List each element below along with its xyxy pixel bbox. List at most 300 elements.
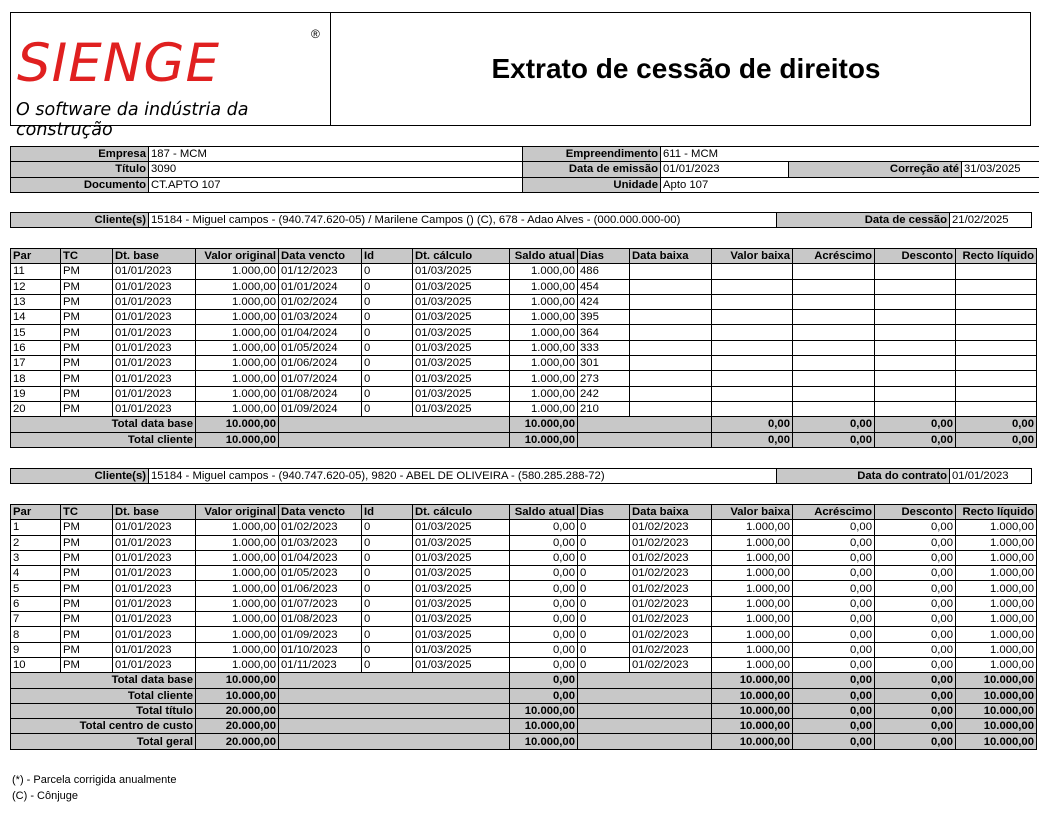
table-cell: 01/02/2023 xyxy=(630,657,712,672)
total-label: Total cliente xyxy=(11,688,196,703)
table-cell: PM xyxy=(61,264,113,279)
table-cell: 0,00 xyxy=(793,581,875,596)
total-row xyxy=(11,703,1037,718)
table-header-row xyxy=(11,505,1037,520)
table-cell: 01/03/2025 xyxy=(413,325,510,340)
table-cell: 1.000,00 xyxy=(510,294,578,309)
report-header xyxy=(10,10,1031,140)
table-cell: 0 xyxy=(362,386,413,401)
column-header: Id xyxy=(362,505,413,520)
column-header: Desconto xyxy=(875,249,956,264)
table-cell: 01/03/2025 xyxy=(413,612,510,627)
table-row xyxy=(11,642,1037,657)
table-cell xyxy=(712,340,793,355)
total-spacer xyxy=(578,703,712,718)
table-cell: 1 xyxy=(11,520,61,535)
table-cell xyxy=(956,325,1037,340)
table-cell xyxy=(956,356,1037,371)
table-cell: 01/07/2024 xyxy=(279,371,362,386)
table-cell: 01/03/2025 xyxy=(413,550,510,565)
column-header: Dias xyxy=(578,505,630,520)
table-cell: 1.000,00 xyxy=(712,535,793,550)
table-cell: 1.000,00 xyxy=(712,612,793,627)
table-cell: 01/01/2023 xyxy=(113,401,196,416)
table-cell: PM xyxy=(61,550,113,565)
table-cell: 1.000,00 xyxy=(196,310,279,325)
table-cell: 01/01/2023 xyxy=(113,279,196,294)
table-cell: 4 xyxy=(11,566,61,581)
total-recto-liquido: 10.000,00 xyxy=(956,673,1037,688)
total-row xyxy=(11,432,1037,447)
total-row xyxy=(11,673,1037,688)
table-cell: 16 xyxy=(11,340,61,355)
table-cell: 01/01/2023 xyxy=(113,627,196,642)
column-header: Valor original xyxy=(196,505,279,520)
table-cell: PM xyxy=(61,310,113,325)
table-cell: 01/01/2023 xyxy=(113,294,196,309)
table-cell: 0,00 xyxy=(875,612,956,627)
table-cell: 1.000,00 xyxy=(712,627,793,642)
table-row xyxy=(11,627,1037,642)
total-saldo-atual: 10.000,00 xyxy=(510,719,578,734)
clientes-label: Cliente(s) xyxy=(11,469,149,484)
table-cell: 0,00 xyxy=(793,627,875,642)
total-spacer xyxy=(578,719,712,734)
total-spacer xyxy=(578,688,712,703)
table-cell: 01/02/2023 xyxy=(630,581,712,596)
table-cell: 0,00 xyxy=(793,642,875,657)
table-cell: 01/03/2025 xyxy=(413,294,510,309)
logo-registered-mark: ® xyxy=(311,27,320,41)
total-valor-original: 10.000,00 xyxy=(196,417,279,432)
clientes-value: 15184 - Miguel campos - (940.747.620-05), 9820 - ABEL DE OLIVEIRA - (580.285.288-72) xyxy=(149,469,777,484)
table-cell xyxy=(793,340,875,355)
table-cell: 01/04/2024 xyxy=(279,325,362,340)
table-cell: 0,00 xyxy=(793,550,875,565)
table-cell: 0 xyxy=(578,596,630,611)
table-cell: 01/12/2023 xyxy=(279,264,362,279)
table-cell: 1.000,00 xyxy=(196,279,279,294)
table-cell: 0,00 xyxy=(793,566,875,581)
table-cell: 0,00 xyxy=(875,596,956,611)
table-row xyxy=(11,340,1037,355)
section1-client-table xyxy=(10,212,1032,228)
table-cell: 242 xyxy=(578,386,630,401)
table-cell xyxy=(956,294,1037,309)
table-cell: 1.000,00 xyxy=(196,657,279,672)
table-cell: 454 xyxy=(578,279,630,294)
table-cell: 0,00 xyxy=(875,657,956,672)
table-cell xyxy=(712,356,793,371)
table-cell: 01/03/2025 xyxy=(413,657,510,672)
table-row xyxy=(11,596,1037,611)
table-cell: 01/06/2023 xyxy=(279,581,362,596)
table-cell xyxy=(875,386,956,401)
column-header: TC xyxy=(61,249,113,264)
total-saldo-atual: 10.000,00 xyxy=(510,703,578,718)
table-cell: 01/05/2024 xyxy=(279,340,362,355)
table-cell: 301 xyxy=(578,356,630,371)
data-contrato-label: Data do contrato xyxy=(777,469,950,484)
table-cell: 01/01/2023 xyxy=(113,642,196,657)
table-cell: 01/03/2025 xyxy=(413,356,510,371)
data-emissao-label: Data de emissão xyxy=(523,162,661,177)
table-cell: 0 xyxy=(362,657,413,672)
table-cell: 1.000,00 xyxy=(196,340,279,355)
table-cell: 9 xyxy=(11,642,61,657)
table-cell xyxy=(875,310,956,325)
table-cell: 0 xyxy=(578,642,630,657)
footnote-parcela: (*) - Parcela corrigida anualmente xyxy=(12,774,177,786)
table-cell: 0 xyxy=(362,627,413,642)
table-cell: 1.000,00 xyxy=(956,566,1037,581)
total-acrescimo: 0,00 xyxy=(793,432,875,447)
column-header: Dt. base xyxy=(113,505,196,520)
total-saldo-atual: 10.000,00 xyxy=(510,417,578,432)
table-cell xyxy=(793,356,875,371)
table-cell: 01/03/2025 xyxy=(413,566,510,581)
total-saldo-atual: 10.000,00 xyxy=(510,734,578,749)
table-cell: PM xyxy=(61,325,113,340)
table-row xyxy=(11,386,1037,401)
table-row xyxy=(11,264,1037,279)
table-cell: 0,00 xyxy=(510,596,578,611)
table-cell: 01/02/2023 xyxy=(630,535,712,550)
table-cell: 0,00 xyxy=(875,535,956,550)
table-cell: 15 xyxy=(11,325,61,340)
data-cessao-value: 21/02/2025 xyxy=(950,213,1032,228)
table-cell: 0 xyxy=(578,612,630,627)
table-cell: 1.000,00 xyxy=(712,550,793,565)
total-desconto: 0,00 xyxy=(875,673,956,688)
total-valor-baixa: 0,00 xyxy=(712,417,793,432)
table-cell: 0,00 xyxy=(875,642,956,657)
total-spacer xyxy=(279,734,510,749)
table-cell: 8 xyxy=(11,627,61,642)
table-cell xyxy=(712,294,793,309)
total-spacer xyxy=(578,432,712,447)
table-cell: 1.000,00 xyxy=(196,386,279,401)
documento-label: Documento xyxy=(11,177,149,192)
column-header: Acréscimo xyxy=(793,505,875,520)
table-cell: 5 xyxy=(11,581,61,596)
table-cell: 01/10/2023 xyxy=(279,642,362,657)
table-cell: 01/01/2023 xyxy=(113,371,196,386)
table-cell: 13 xyxy=(11,294,61,309)
table-cell: 01/01/2023 xyxy=(113,310,196,325)
empreendimento-value: 611 - MCM xyxy=(661,147,1039,162)
data-emissao-value: 01/01/2023 xyxy=(661,162,789,177)
table-cell: 01/01/2023 xyxy=(113,596,196,611)
table-cell xyxy=(956,371,1037,386)
column-header: Valor baixa xyxy=(712,249,793,264)
total-acrescimo: 0,00 xyxy=(793,673,875,688)
total-acrescimo: 0,00 xyxy=(793,688,875,703)
table-cell: 01/02/2023 xyxy=(630,520,712,535)
total-valor-original: 10.000,00 xyxy=(196,688,279,703)
table-cell: 1.000,00 xyxy=(196,264,279,279)
table-cell xyxy=(793,325,875,340)
table-cell: 01/03/2025 xyxy=(413,386,510,401)
table-cell xyxy=(630,356,712,371)
table-cell: 0,00 xyxy=(510,535,578,550)
table-cell: 0,00 xyxy=(875,627,956,642)
table-cell: 1.000,00 xyxy=(510,279,578,294)
table-cell xyxy=(630,386,712,401)
column-header: Par xyxy=(11,249,61,264)
table-cell: 1.000,00 xyxy=(196,596,279,611)
table-cell: 01/03/2025 xyxy=(413,371,510,386)
table-cell: 0,00 xyxy=(510,627,578,642)
total-spacer xyxy=(279,719,510,734)
table-row xyxy=(11,401,1037,416)
table-header-row xyxy=(11,249,1037,264)
table-cell: PM xyxy=(61,401,113,416)
total-valor-original: 10.000,00 xyxy=(196,673,279,688)
table-cell xyxy=(712,325,793,340)
total-recto-liquido: 10.000,00 xyxy=(956,703,1037,718)
table-cell: 1.000,00 xyxy=(196,401,279,416)
column-header: Data vencto xyxy=(279,505,362,520)
table-cell: 1.000,00 xyxy=(510,310,578,325)
table-cell: PM xyxy=(61,520,113,535)
titulo-label: Título xyxy=(11,162,149,177)
table-cell: 273 xyxy=(578,371,630,386)
section1-installments-table xyxy=(10,248,1037,448)
table-cell xyxy=(875,264,956,279)
total-recto-liquido: 0,00 xyxy=(956,417,1037,432)
table-cell: 1.000,00 xyxy=(712,566,793,581)
column-header: Dt. cálculo xyxy=(413,505,510,520)
table-cell: 10 xyxy=(11,657,61,672)
table-cell: 1.000,00 xyxy=(956,581,1037,596)
table-cell: 1.000,00 xyxy=(196,612,279,627)
table-cell: 0,00 xyxy=(793,657,875,672)
column-header: Recto líquido xyxy=(956,505,1037,520)
column-header: Desconto xyxy=(875,505,956,520)
table-cell: 0,00 xyxy=(875,566,956,581)
logo-wordmark: sienge xyxy=(17,10,220,99)
table-cell: 1.000,00 xyxy=(956,657,1037,672)
total-desconto: 0,00 xyxy=(875,417,956,432)
table-cell: 1.000,00 xyxy=(510,371,578,386)
table-cell: PM xyxy=(61,642,113,657)
table-cell: 0 xyxy=(362,535,413,550)
column-header: Valor original xyxy=(196,249,279,264)
table-cell xyxy=(712,264,793,279)
data-cessao-label: Data de cessão xyxy=(777,213,950,228)
table-cell: PM xyxy=(61,581,113,596)
table-cell: 12 xyxy=(11,279,61,294)
table-cell: 0,00 xyxy=(510,612,578,627)
table-cell: 2 xyxy=(11,535,61,550)
table-cell: 18 xyxy=(11,371,61,386)
table-cell: 1.000,00 xyxy=(956,612,1037,627)
table-cell: 01/02/2023 xyxy=(630,612,712,627)
table-row xyxy=(11,535,1037,550)
table-cell: 3 xyxy=(11,550,61,565)
table-cell: 0 xyxy=(362,520,413,535)
table-cell: 01/08/2023 xyxy=(279,612,362,627)
table-cell: 01/01/2023 xyxy=(113,520,196,535)
table-cell: 01/06/2024 xyxy=(279,356,362,371)
table-cell: 01/04/2023 xyxy=(279,550,362,565)
total-acrescimo: 0,00 xyxy=(793,734,875,749)
table-row xyxy=(11,356,1037,371)
table-cell: 1.000,00 xyxy=(956,596,1037,611)
table-cell: 0,00 xyxy=(510,520,578,535)
table-cell xyxy=(630,371,712,386)
table-cell xyxy=(630,294,712,309)
table-cell: 01/02/2023 xyxy=(630,596,712,611)
table-cell: 20 xyxy=(11,401,61,416)
table-cell: PM xyxy=(61,356,113,371)
table-cell: PM xyxy=(61,612,113,627)
table-cell: 0 xyxy=(578,627,630,642)
table-cell: 01/09/2023 xyxy=(279,627,362,642)
total-acrescimo: 0,00 xyxy=(793,703,875,718)
section2-client-table xyxy=(10,468,1032,484)
table-cell xyxy=(630,401,712,416)
total-desconto: 0,00 xyxy=(875,688,956,703)
table-row xyxy=(11,294,1037,309)
total-spacer xyxy=(578,734,712,749)
table-cell xyxy=(956,279,1037,294)
table-cell: 1.000,00 xyxy=(510,264,578,279)
table-cell: 1.000,00 xyxy=(196,642,279,657)
table-cell: 7 xyxy=(11,612,61,627)
table-cell: 210 xyxy=(578,401,630,416)
column-header: Dias xyxy=(578,249,630,264)
table-cell xyxy=(793,279,875,294)
table-cell: 01/01/2023 xyxy=(113,340,196,355)
table-cell: PM xyxy=(61,340,113,355)
table-cell: 01/02/2023 xyxy=(630,550,712,565)
table-cell: 14 xyxy=(11,310,61,325)
total-recto-liquido: 10.000,00 xyxy=(956,734,1037,749)
total-valor-baixa: 10.000,00 xyxy=(712,734,793,749)
table-cell: 0,00 xyxy=(875,550,956,565)
table-cell: 1.000,00 xyxy=(712,657,793,672)
table-cell xyxy=(712,401,793,416)
table-cell: PM xyxy=(61,279,113,294)
table-cell: 01/03/2025 xyxy=(413,535,510,550)
table-cell: 0 xyxy=(578,535,630,550)
sienge-logo xyxy=(11,10,331,140)
table-row xyxy=(11,612,1037,627)
total-spacer xyxy=(279,673,510,688)
table-cell: 0 xyxy=(362,581,413,596)
table-cell: 1.000,00 xyxy=(956,550,1037,565)
column-header: Data vencto xyxy=(279,249,362,264)
column-header: Id xyxy=(362,249,413,264)
total-valor-baixa: 10.000,00 xyxy=(712,703,793,718)
table-row xyxy=(11,550,1037,565)
table-cell: 01/02/2023 xyxy=(630,566,712,581)
total-spacer xyxy=(279,432,510,447)
table-cell: 01/01/2023 xyxy=(113,581,196,596)
table-cell: 0 xyxy=(362,566,413,581)
table-cell: 01/01/2023 xyxy=(113,356,196,371)
total-recto-liquido: 10.000,00 xyxy=(956,688,1037,703)
total-saldo-atual: 0,00 xyxy=(510,688,578,703)
table-cell xyxy=(875,325,956,340)
table-row xyxy=(11,520,1037,535)
table-cell: 01/01/2023 xyxy=(113,535,196,550)
total-saldo-atual: 0,00 xyxy=(510,673,578,688)
table-cell: 01/09/2024 xyxy=(279,401,362,416)
table-cell xyxy=(956,310,1037,325)
table-cell: 1.000,00 xyxy=(196,550,279,565)
table-cell: 01/03/2025 xyxy=(413,310,510,325)
total-desconto: 0,00 xyxy=(875,734,956,749)
table-cell: 1.000,00 xyxy=(712,596,793,611)
table-cell: PM xyxy=(61,535,113,550)
table-cell: 01/01/2023 xyxy=(113,325,196,340)
column-header: Dt. base xyxy=(113,249,196,264)
table-cell: 486 xyxy=(578,264,630,279)
table-cell: 0 xyxy=(362,642,413,657)
table-cell xyxy=(956,401,1037,416)
total-acrescimo: 0,00 xyxy=(793,719,875,734)
table-cell: 0,00 xyxy=(793,596,875,611)
total-spacer xyxy=(578,673,712,688)
table-cell: 01/03/2025 xyxy=(413,264,510,279)
total-recto-liquido: 10.000,00 xyxy=(956,719,1037,734)
table-cell: 01/02/2023 xyxy=(630,642,712,657)
total-label: Total centro de custo xyxy=(11,719,196,734)
table-cell: 0 xyxy=(362,371,413,386)
table-cell: 1.000,00 xyxy=(956,642,1037,657)
column-header: Dt. cálculo xyxy=(413,249,510,264)
clientes-value: 15184 - Miguel campos - (940.747.620-05) / Marilene Campos () (C), 678 - Adao Alves - (000.000.000-00) xyxy=(149,213,777,228)
table-cell: 0 xyxy=(362,612,413,627)
table-cell xyxy=(630,325,712,340)
table-cell: 01/02/2023 xyxy=(630,627,712,642)
table-cell: 1.000,00 xyxy=(196,535,279,550)
total-spacer xyxy=(279,417,510,432)
table-cell: PM xyxy=(61,657,113,672)
table-row xyxy=(11,325,1037,340)
table-cell: 01/03/2025 xyxy=(413,401,510,416)
column-header: TC xyxy=(61,505,113,520)
table-cell: 364 xyxy=(578,325,630,340)
table-cell xyxy=(875,401,956,416)
empresa-label: Empresa xyxy=(11,147,149,162)
total-row xyxy=(11,688,1037,703)
total-valor-original: 20.000,00 xyxy=(196,734,279,749)
table-cell: 0 xyxy=(578,550,630,565)
table-cell: 01/02/2023 xyxy=(279,520,362,535)
total-valor-original: 20.000,00 xyxy=(196,703,279,718)
table-cell: 0 xyxy=(578,566,630,581)
correcao-label: Correção até xyxy=(789,162,962,177)
total-row xyxy=(11,719,1037,734)
table-cell xyxy=(956,386,1037,401)
table-cell: 0 xyxy=(362,325,413,340)
table-cell: 0 xyxy=(362,279,413,294)
table-cell xyxy=(630,340,712,355)
total-saldo-atual: 10.000,00 xyxy=(510,432,578,447)
total-label: Total cliente xyxy=(11,432,196,447)
section2-installments-table xyxy=(10,504,1037,750)
titulo-value: 3090 xyxy=(149,162,523,177)
table-cell: 01/03/2024 xyxy=(279,310,362,325)
page-title: Extrato de cessão de direitos xyxy=(491,53,881,84)
column-header: Data baixa xyxy=(630,249,712,264)
table-cell: 0 xyxy=(578,520,630,535)
table-cell: 0,00 xyxy=(793,535,875,550)
